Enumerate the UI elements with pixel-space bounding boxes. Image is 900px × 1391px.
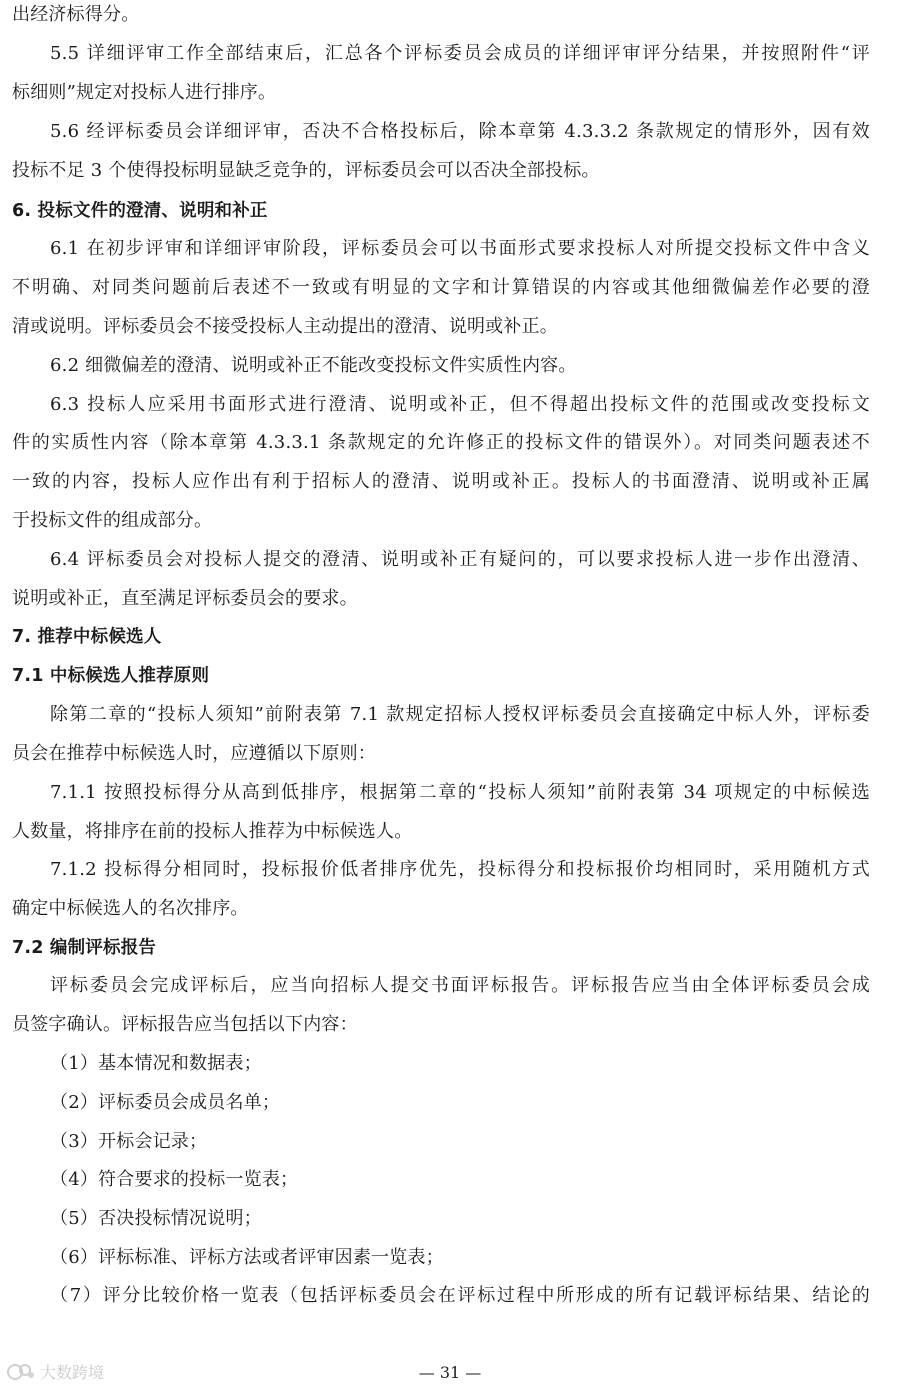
paragraph-line: 人数量，将排序在前的投标人推荐为中标候选人。 bbox=[12, 821, 413, 842]
paragraph-line: 7.1.2 投标得分相同时，投标报价低者排序优先，投标得分和投标报价均相同时，采用随机方式 bbox=[50, 859, 870, 880]
paragraph-line: 一致的内容，投标人应作出有利于招标人的澄清、说明或补正。投标人的书面澄清、说明或补正属 bbox=[12, 471, 870, 492]
section-heading: 7.1 中标候选人推荐原则 bbox=[12, 666, 210, 686]
section-heading: 6. 投标文件的澄清、说明和补正 bbox=[12, 201, 268, 221]
brand-logo-icon bbox=[6, 1361, 36, 1383]
paragraph-line: （5）否决投标情况说明； bbox=[50, 1208, 262, 1229]
paragraph-line: 清或说明。评标委员会不接受投标人主动提出的澄清、说明或补正。 bbox=[12, 316, 558, 337]
paragraph-line: 件的实质性内容（除本章第 4.3.3.1 条款规定的允许修正的投标文件的错误外）。对同类问题表述不 bbox=[12, 432, 870, 453]
watermark-text: 大数跨境 bbox=[40, 1363, 105, 1382]
paragraph-line: 7.1.1 按照投标得分从高到低排序，根据第二章的“投标人须知”前附表第 34 项规定的中标候选 bbox=[50, 782, 870, 803]
paragraph-line: 员会在推荐中标候选人时，应遵循以下原则： bbox=[12, 743, 376, 764]
paragraph-line: 6.2 细微偏差的澄清、说明或补正不能改变投标文件实质性内容。 bbox=[50, 355, 577, 376]
paragraph-line: 不明确、对同类问题前后表述不一致或有明显的文字和计算错误的内容或其他细微偏差作必要的澄 bbox=[12, 277, 870, 298]
paragraph-line: 出经济标得分。 bbox=[12, 4, 140, 25]
paragraph-line: 投标不足 3 个使得投标明显缺乏竞争的，评标委员会可以否决全部投标。 bbox=[12, 160, 600, 181]
paragraph-line: （2）评标委员会成员名单； bbox=[50, 1092, 281, 1113]
paragraph-line: 6.1 在初步评审和详细评审阶段，评标委员会可以书面形式要求投标人对所提交投标文件中含义 bbox=[50, 238, 870, 259]
paragraph-line: 5.6 经评标委员会详细评审，否决不合格投标后，除本章第 4.3.3.2 条款规定的情形外，因有效 bbox=[50, 121, 870, 142]
paragraph-line: 评标委员会完成评标后，应当向招标人提交书面评标报告。评标报告应当由全体评标委员会成 bbox=[50, 975, 870, 996]
section-heading: 7. 推荐中标候选人 bbox=[12, 627, 162, 647]
paragraph-line: （3）开标会记录； bbox=[50, 1131, 208, 1152]
paragraph-line: 于投标文件的组成部分。 bbox=[12, 510, 213, 531]
watermark bbox=[6, 1360, 104, 1383]
page-number: — 31 — bbox=[418, 1363, 482, 1382]
paragraph-line: 说明或补正，直至满足评标委员会的要求。 bbox=[12, 588, 358, 609]
section-heading: 7.2 编制评标报告 bbox=[12, 938, 157, 958]
paragraph-line: （1）基本情况和数据表； bbox=[50, 1053, 262, 1074]
paragraph-line: （4）符合要求的投标一览表； bbox=[50, 1169, 299, 1190]
paragraph-line: 标细则”规定对投标人进行排序。 bbox=[12, 82, 277, 103]
paragraph-line: 6.4 评标委员会对投标人提交的澄清、说明或补正有疑问的，可以要求投标人进一步作出澄清、 bbox=[50, 549, 870, 570]
paragraph-line: 5.5 详细评审工作全部结束后，汇总各个评标委员会成员的详细评审评分结果，并按照附件“评 bbox=[50, 43, 870, 64]
paragraph-line: 除第二章的“投标人须知”前附表第 7.1 款规定招标人授权评标委员会直接确定中标人外，评标委 bbox=[50, 704, 870, 725]
paragraph-line: （7）评分比较价格一览表（包括评标委员会在评标过程中所形成的所有记载评标结果、结论的 bbox=[50, 1285, 870, 1306]
paragraph-line: 确定中标候选人的名次排序。 bbox=[12, 898, 249, 919]
paragraph-line: 6.3 投标人应采用书面形式进行澄清、说明或补正，但不得超出投标文件的范围或改变投标文 bbox=[50, 394, 870, 415]
paragraph-line: （6）评标标准、评标方法或者评审因素一览表； bbox=[50, 1247, 444, 1268]
paragraph-line: 员签字确认。评标报告应当包括以下内容： bbox=[12, 1014, 358, 1035]
